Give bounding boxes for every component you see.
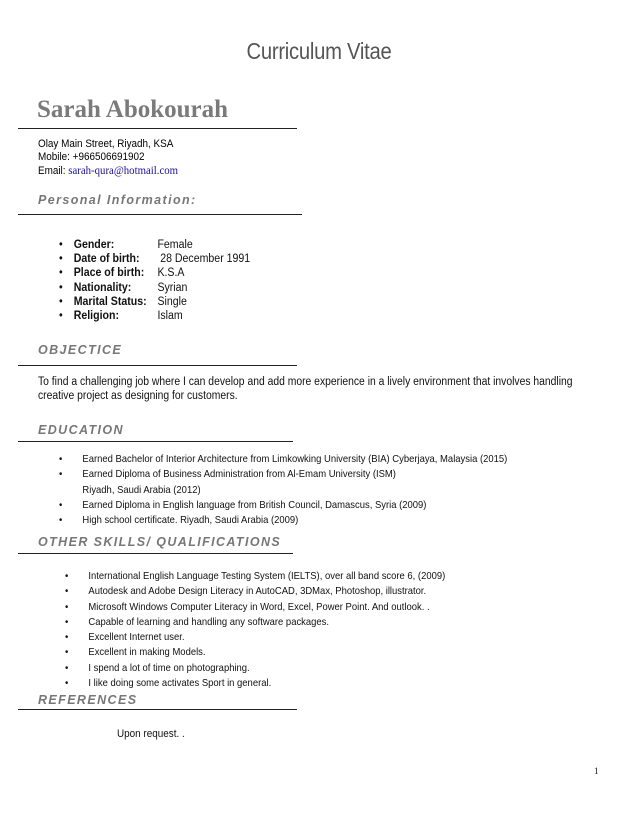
education-item-continuation: Riyadh, Saudi Arabia (2012)	[82, 483, 201, 496]
list-item	[65, 676, 445, 691]
personal-label: Date of birth:	[73, 253, 140, 265]
personal-value: Single	[157, 296, 187, 308]
list-item-continuation	[59, 483, 507, 498]
personal-value: 28 December 1991	[160, 253, 251, 265]
bullet: •	[59, 453, 63, 465]
contact-address: Olay Main Street, Riyadh, KSA	[38, 138, 174, 150]
personal-info-heading: Personal Information:	[38, 193, 197, 207]
bullet: •	[65, 646, 69, 659]
list-item	[65, 661, 445, 676]
personal-label: Religion:	[73, 310, 119, 322]
list-item	[59, 452, 507, 467]
bullet: •	[65, 661, 69, 674]
contact-mobile: Mobile: +966506691902	[38, 151, 145, 163]
skill-item: International English Language Testing System (IELTS), over all band score 6, (2009)	[88, 570, 446, 582]
references-rule	[18, 709, 297, 710]
bullet: •	[65, 677, 69, 690]
bullet: •	[59, 239, 63, 251]
bullet: •	[65, 570, 69, 582]
education-item: Earned Diploma in English language from British Council, Damascus, Syria (2009)	[82, 498, 427, 511]
personal-value: Female	[157, 239, 193, 251]
education-heading: EDUCATION	[38, 423, 124, 437]
bullet: •	[65, 600, 69, 613]
references-text: Upon request. .	[117, 728, 185, 740]
list-item	[59, 498, 507, 513]
skills-rule	[18, 553, 293, 554]
personal-label: Marital Status:	[73, 296, 147, 308]
email-link[interactable]: sarah-qura@hotmail.com	[68, 163, 179, 177]
bullet: •	[59, 296, 63, 308]
bullet: •	[65, 615, 69, 628]
list-item	[65, 584, 445, 599]
list-item	[65, 645, 445, 660]
contact-email-line	[38, 164, 178, 178]
skill-item: I spend a lot of time on photographing.	[88, 661, 250, 674]
personal-label: Gender:	[73, 239, 115, 251]
list-item	[65, 615, 445, 630]
bullet: •	[59, 310, 63, 322]
skill-item: Excellent in making Models.	[88, 646, 206, 659]
personal-label: Place of birth:	[73, 267, 145, 279]
objective-heading: OBJECTICE	[38, 343, 123, 357]
email-label: Email:	[38, 165, 69, 177]
skill-item: Capable of learning and handling any software packages.	[88, 615, 330, 628]
bullet: •	[59, 514, 63, 527]
bullet: •	[65, 585, 69, 598]
name-underline	[18, 128, 297, 129]
education-item: High school certificate. Riyadh, Saudi Arabia (2009)	[82, 514, 299, 527]
bullet: •	[59, 282, 63, 294]
list-item	[65, 630, 445, 645]
education-item: Earned Bachelor of Interior Architecture from Limkowking University (BIA) Cyberjaya, Malaysia (2015)	[82, 453, 508, 465]
skill-item: Microsoft Windows Computer Literacy in Word, Excel, Power Point. And outlook. .	[88, 600, 430, 613]
personal-value: K.S.A	[157, 267, 185, 279]
personal-value: Islam	[157, 310, 183, 322]
document-title: Curriculum Vitae	[246, 38, 392, 64]
bullet: •	[59, 253, 63, 265]
bullet: •	[59, 468, 63, 481]
education-item: Earned Diploma of Business Administration from Al-Emam University (ISM)	[82, 468, 396, 481]
education-rule	[18, 441, 293, 442]
list-item	[65, 569, 445, 584]
skill-item: Excellent Internet user.	[88, 631, 185, 644]
skills-list	[65, 569, 445, 691]
bullet: •	[65, 631, 69, 644]
candidate-name: Sarah Abokourah	[37, 96, 229, 123]
skill-item: I like doing some activates Sport in general.	[88, 677, 272, 690]
list-item	[59, 467, 507, 482]
objective-text: To find a challenging job where I can develop and add more experience in a lively environment that involves handling creative project as designing for customers.	[38, 376, 573, 402]
personal-info-rule	[18, 214, 302, 215]
bullet: •	[59, 498, 63, 511]
objective-rule	[18, 365, 297, 366]
personal-value: Syrian	[157, 282, 188, 294]
education-list	[59, 452, 507, 528]
page-number: 1	[594, 766, 599, 776]
list-item	[65, 600, 445, 615]
personal-label: Nationality:	[73, 282, 132, 294]
skill-item: Autodesk and Adobe Design Literacy in AutoCAD, 3DMax, Photoshop, illustrator.	[88, 585, 427, 598]
list-item	[59, 513, 507, 528]
bullet: •	[59, 267, 63, 279]
skills-heading: OTHER SKILLS/ QUALIFICATIONS	[38, 535, 282, 549]
references-heading: REFERENCES	[38, 693, 138, 707]
